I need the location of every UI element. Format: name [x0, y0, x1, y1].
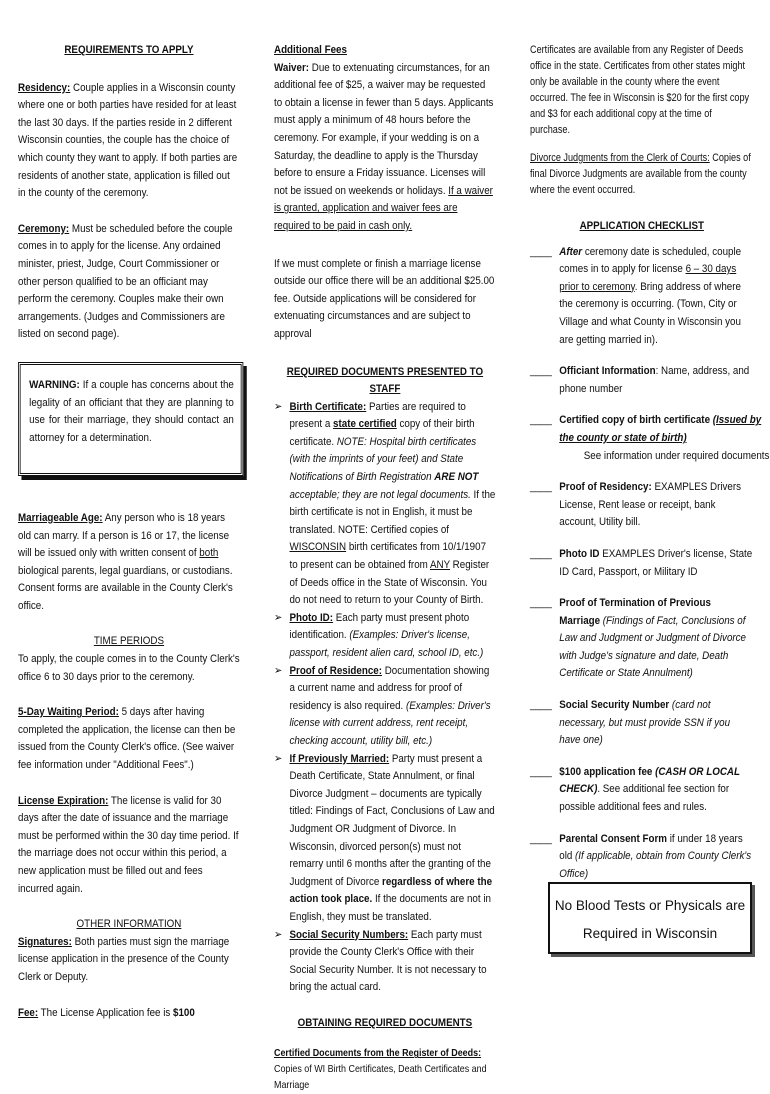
- checkbox-blank[interactable]: ____: [530, 765, 552, 778]
- arrow-bullet-icon: ➢: [274, 400, 283, 413]
- signatures-paragraph: Signatures: Both parties must sign the marriage license application in the presence of the County Clerk or Deputy.: [18, 935, 230, 983]
- list-item: ➢ Proof of Residence: Documentation showing a current name and address for proof of residency is also required. (Examples: Driver's license with current address, rent receipt, checking account, utility bill, etc.): [274, 664, 491, 747]
- box-line-2: Required in Wisconsin: [582, 926, 718, 941]
- waiting-period-paragraph: 5-Day Waiting Period: 5 days after having completed the application, the license can then be issued from the County Clerk's office. (See waiver fee information under "Additional Fees".): [18, 706, 236, 772]
- additional-fees-heading: Additional Fees: [274, 44, 347, 56]
- checkbox-blank[interactable]: ____: [530, 245, 552, 258]
- outside-office-paragraph: If we must complete or finish a marriage license outside our office there will be an additional $25.00 fee. Outside applications will be considered for extenuating circumstances and are subject to approval: [274, 257, 495, 340]
- checklist-item: ____ Social Security Number (card not necessary, but must provide SSN if you have one): [530, 697, 754, 750]
- list-item: ➢ If Previously Married: Party must present a Death Certificate, State Annulment, or final Divorce Judgment – documents are typically titled: Findings of Fact, Conclusions of Law and Judgment OR Judgment of Divorce. In Wisconsin, divorced person(s) must not remarry until 6 months after the granting of the Judgment of Divorce regardless of where the action took place. If the documents are not in English, they must be translated.: [274, 752, 495, 923]
- residency-paragraph: Residency: Couple applies in a Wisconsin county where one or both parties have resided for at least the last 30 days. If the parties reside in 2 different Wisconsin counties, the couple has the choice of which county they want to apply. If both parties are residents of another state, application is filled out in the county of the ceremony.: [18, 81, 238, 200]
- time-periods-heading: TIME PERIODS: [93, 635, 165, 648]
- checklist-item: ____ $100 application fee (CASH OR LOCAL CHECK). See additional fee section for possible additional fees and rules.: [530, 764, 754, 817]
- fee-paragraph: Fee: The License Application fee is $100: [18, 1006, 195, 1019]
- checklist-item: ____ After ceremony date is scheduled, couple comes in to apply for license 6 – 30 days prior to ceremony. Bring address of where the ceremony is occurring. (Town, City or Village and what County in Wisconsin you are getting married in).: [530, 244, 754, 350]
- checkbox-blank[interactable]: ____: [530, 365, 552, 378]
- checklist-item: ____ Photo ID EXAMPLES Driver's license, State ID Card, Passport, or Military ID: [530, 546, 754, 581]
- arrow-bullet-icon: ➢: [274, 664, 283, 677]
- required-documents-list: [274, 399, 496, 997]
- list-item: ➢ Birth Certificate: Parties are required to present a state certified copy of their birth certificate. NOTE: Hospital birth certificates (with the imprints of your feet) and State Notifications of Birth Registration ARE NOT acceptable; they are not legal documents. If the birth certificate is not in English, it must be translated. NOTE: Certified copies of WISCONSIN birth certificates from 10/1/1907 to present can be obtained from ANY Register of Deeds office in the State of Wisconsin. You do not need to return to your County of Birth.: [274, 400, 496, 607]
- no-blood-tests-box: [548, 882, 752, 954]
- checklist-item: ____ Officiant Information: Name, address, and phone number: [530, 363, 754, 398]
- checklist-item: ____ Certified copy of birth certificate (Issued by the county or state of birth) See information under required documents: [530, 412, 754, 465]
- arrow-bullet-icon: ➢: [274, 752, 283, 765]
- column-checklist: [530, 42, 770, 883]
- marriageable-age-paragraph: Marriageable Age: Any person who is 18 years old can marry. If a person is 16 or 17, the license will be issued only with written consent of both biological parents, legal guardians, or custodians. Consent forms are available in the County Clerk's office.: [18, 511, 233, 612]
- license-expiration-paragraph: License Expiration: The license is valid for 30 days after the date of issuance and the marriage must be performed within the 30 day time period. If the marriage does not occur within this period, a new application must be filled out and fees incurred again.: [18, 794, 239, 895]
- checkbox-blank[interactable]: ____: [530, 699, 552, 712]
- checkbox-blank[interactable]: ____: [530, 414, 552, 427]
- obtaining-documents-heading: OBTAINING REQUIRED DOCUMENTS: [297, 1016, 473, 1029]
- checklist-heading: APPLICATION CHECKLIST: [579, 220, 705, 232]
- required-documents-heading: REQUIRED DOCUMENTS PRESENTED TO STAFF: [286, 365, 484, 396]
- checklist-item: ____ Proof of Residency: EXAMPLES Drivers License, Rent lease or receipt, bank account, Utility bill.: [530, 479, 754, 532]
- column-fees-documents: [274, 42, 496, 1094]
- ceremony-paragraph: Ceremony: Must be scheduled before the couple comes in to apply for the license. Any ordained minister, priest, Judge, Court Commissioner or other person qualified to be an officiant may perform the ceremony. Couples make their own arrangements. (Judges and Commissioners are listed on second page).: [18, 222, 233, 341]
- checklist-item: ____ Parental Consent Form if under 18 years old (If applicable, obtain from County Clerk's Office): [530, 831, 754, 884]
- checkbox-blank[interactable]: ____: [530, 832, 552, 845]
- other-information-heading: OTHER INFORMATION: [76, 918, 182, 931]
- waiver-paragraph: Waiver: Due to extenuating circumstances, for an additional fee of $25, a waiver may be requested to obtain a license in fewer than 5 days. Applicants must apply a minimum of 48 hours before the ceremony. For example, if your wedding is on a Saturday, the deadline to apply is the Thursday before to ensure a Friday issuance. Licenses will not be issued on weekends or holidays. If a waiver is granted, application and waiver fees are required to be paid in cash only.: [274, 61, 494, 232]
- checkbox-blank[interactable]: ____: [530, 547, 552, 560]
- checklist-item: ____ Proof of Termination of Previous Marriage (Findings of Fact, Conclusions of Law and Judgment or Judgment of Divorce with Judge's signature and date, Death Certificate or State Annulment): [530, 595, 754, 683]
- warning-box: [18, 362, 243, 476]
- checkbox-blank[interactable]: ____: [530, 481, 552, 494]
- arrow-bullet-icon: ➢: [274, 928, 283, 941]
- time-periods-text: To apply, the couple comes in to the County Clerk's office 6 to 30 days prior to the ceremony.: [18, 653, 240, 683]
- list-item: ➢ Photo ID: Each party must present photo identification. (Examples: Driver's license, passport, resident alien card, school ID, etc.): [274, 611, 484, 659]
- column-requirements: [18, 42, 240, 1022]
- divorce-judgments-paragraph: Divorce Judgments from the Clerk of Courts: Copies of final Divorce Judgments are available from the county where the event occurred.: [530, 152, 751, 196]
- list-item: ➢ Social Security Numbers: Each party must provide the County Clerk's Office with their Social Security Number. It is not necessary to bring the actual card.: [274, 928, 487, 994]
- certificates-paragraph: Certificates are available from any Register of Deeds office in the state. Certificates from other states might only be available in the county where the event occurred. The fee in Wisconsin is $20 for the first copy and $3 for each additional copy at the time of purchase.: [530, 44, 750, 136]
- warning-text: WARNING: If a couple has concerns about the legality of an officiant that they are planning to use for their marriage, they should contact an attorney for a determination.: [29, 378, 234, 444]
- arrow-bullet-icon: ➢: [274, 611, 283, 624]
- box-line-1: No Blood Tests or Physicals are: [554, 898, 746, 913]
- checkbox-blank[interactable]: ____: [530, 597, 552, 610]
- requirements-heading: REQUIREMENTS TO APPLY: [64, 44, 194, 56]
- checklist: [530, 244, 770, 884]
- register-deeds-paragraph: Certified Documents from the Register of Deeds: Copies of WI Birth Certificates, Death Certificates and Marriage: [274, 1048, 487, 1092]
